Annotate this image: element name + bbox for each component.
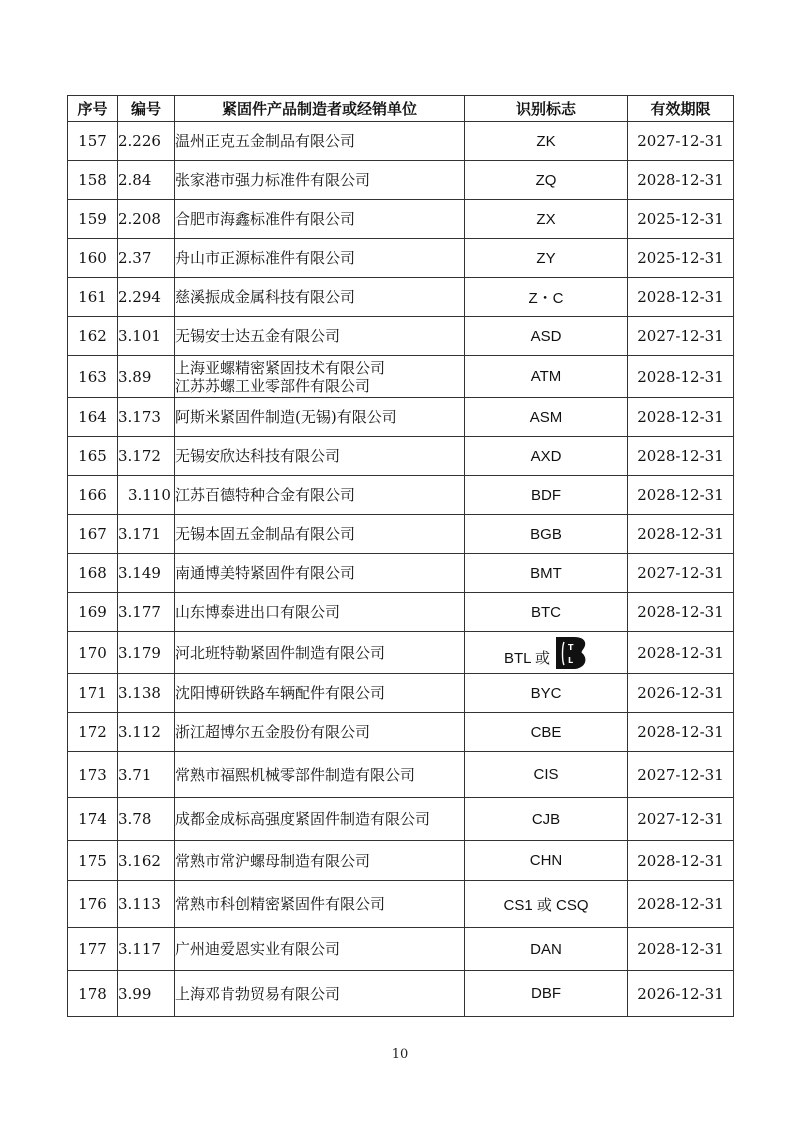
cell-mark: CIS (465, 752, 628, 798)
cell-valid: 2027-12-31 (628, 798, 734, 841)
unit-name: 广州迪爱恩实业有限公司 (175, 940, 341, 958)
cell-seq: 178 (68, 971, 118, 1017)
cell-mark: BYC (465, 674, 628, 713)
table-row (68, 200, 734, 239)
cell-valid: 2028-12-31 (628, 356, 734, 398)
cell-valid: 2027-12-31 (628, 122, 734, 161)
unit-name: 江苏百德特种合金有限公司 (175, 486, 356, 504)
cell-unit (175, 515, 465, 554)
unit-name: 山东博泰进出口有限公司 (175, 603, 341, 621)
header-code: 编号 (118, 96, 175, 122)
cell-code: 3.171 (118, 515, 175, 554)
cell-seq: 174 (68, 798, 118, 841)
svg-text:T: T (568, 642, 574, 652)
cell-mark: DBF (465, 971, 628, 1017)
cell-unit (175, 928, 465, 971)
page-number: 10 (391, 1047, 409, 1062)
cell-seq: 157 (68, 122, 118, 161)
cell-unit (175, 632, 465, 674)
cell-mark: ZX (465, 200, 628, 239)
cell-seq: 166 (68, 476, 118, 515)
cell-mark: ZQ (465, 161, 628, 200)
cell-mark: ZY (465, 239, 628, 278)
unit-name: 上海亚螺精密紧固技术有限公司 (175, 358, 386, 377)
cell-code: 3.172 (118, 437, 175, 476)
cell-valid: 2028-12-31 (628, 437, 734, 476)
unit-name: 舟山市正源标准件有限公司 (175, 249, 356, 267)
table-row (68, 437, 734, 476)
cell-valid: 2028-12-31 (628, 841, 734, 881)
unit-name: 成都金成标高强度紧固件制造有限公司 (175, 810, 431, 828)
cell-unit (175, 356, 465, 398)
header-row (68, 96, 734, 122)
cell-valid: 2026-12-31 (628, 971, 734, 1017)
cell-mark: ZK (465, 122, 628, 161)
table-row (68, 593, 734, 632)
cell-unit (175, 122, 465, 161)
unit-name: 浙江超博尔五金股份有限公司 (175, 723, 371, 741)
cell-code: 3.71 (118, 752, 175, 798)
cell-unit (175, 841, 465, 881)
table-row (68, 632, 734, 674)
table-row (68, 971, 734, 1017)
table-row (68, 798, 734, 841)
table-row (68, 881, 734, 928)
cell-mark: BDF (465, 476, 628, 515)
table-row (68, 356, 734, 398)
cell-mark: BTC (465, 593, 628, 632)
cell-mark: CHN (465, 841, 628, 881)
table-row (68, 239, 734, 278)
svg-text:L: L (568, 655, 574, 665)
cell-unit (175, 971, 465, 1017)
cell-code: 3.117 (118, 928, 175, 971)
cell-code: 2.208 (118, 200, 175, 239)
mark-with-logo (504, 636, 588, 670)
table-row (68, 713, 734, 752)
cell-code: 2.226 (118, 122, 175, 161)
cell-seq: 177 (68, 928, 118, 971)
cell-code: 3.162 (118, 841, 175, 881)
unit-name: 常熟市常沪螺母制造有限公司 (175, 851, 371, 870)
cell-mark: AXD (465, 437, 628, 476)
cell-mark: ASD (465, 317, 628, 356)
table-row (68, 161, 734, 200)
unit-name: 上海邓肯勃贸易有限公司 (175, 984, 341, 1003)
cell-code: 3.110 (118, 476, 175, 515)
cell-unit (175, 239, 465, 278)
cell-unit (175, 713, 465, 752)
cell-unit (175, 881, 465, 928)
cell-code: 3.179 (118, 632, 175, 674)
table-row (68, 122, 734, 161)
cell-valid: 2028-12-31 (628, 713, 734, 752)
unit-name: 江苏苏螺工业零部件有限公司 (175, 376, 371, 395)
registry-table (67, 95, 734, 1017)
table-row (68, 752, 734, 798)
cell-seq: 162 (68, 317, 118, 356)
cell-valid: 2027-12-31 (628, 752, 734, 798)
cell-seq: 173 (68, 752, 118, 798)
header-mark: 识别标志 (465, 96, 628, 122)
cell-valid: 2028-12-31 (628, 593, 734, 632)
table-row (68, 515, 734, 554)
cell-seq: 160 (68, 239, 118, 278)
cell-valid: 2028-12-31 (628, 398, 734, 437)
cell-code: 3.173 (118, 398, 175, 437)
cell-unit (175, 161, 465, 200)
cell-code: 3.113 (118, 881, 175, 928)
cell-seq: 165 (68, 437, 118, 476)
cell-valid: 2027-12-31 (628, 317, 734, 356)
cell-mark: DAN (465, 928, 628, 971)
unit-name: 慈溪振成金属科技有限公司 (175, 288, 356, 306)
table-row (68, 476, 734, 515)
cell-seq: 175 (68, 841, 118, 881)
cell-mark: CJB (465, 798, 628, 841)
cell-mark: CBE (465, 713, 628, 752)
cell-unit (175, 554, 465, 593)
cell-seq: 158 (68, 161, 118, 200)
cell-valid: 2025-12-31 (628, 239, 734, 278)
cell-code: 2.84 (118, 161, 175, 200)
cell-mark: BGB (465, 515, 628, 554)
cell-seq: 171 (68, 674, 118, 713)
table-row (68, 554, 734, 593)
btl-logo-icon (552, 636, 588, 670)
cell-valid: 2028-12-31 (628, 161, 734, 200)
cell-seq: 176 (68, 881, 118, 928)
table-row (68, 928, 734, 971)
cell-code: 3.78 (118, 798, 175, 841)
cell-unit (175, 278, 465, 317)
mark-text: BTL 或 (503, 649, 551, 667)
cell-code: 3.177 (118, 593, 175, 632)
header-seq: 序号 (68, 96, 118, 122)
cell-code: 3.138 (118, 674, 175, 713)
cell-seq: 161 (68, 278, 118, 317)
table-row (68, 841, 734, 881)
table-row (68, 674, 734, 713)
unit-name: 温州正克五金制品有限公司 (175, 132, 356, 150)
cell-code: 3.149 (118, 554, 175, 593)
cell-code: 3.99 (118, 971, 175, 1017)
unit-name: 阿斯米紧固件制造(无锡)有限公司 (175, 408, 397, 426)
cell-seq: 170 (68, 632, 118, 674)
header-valid: 有效期限 (628, 96, 734, 122)
cell-code: 2.37 (118, 239, 175, 278)
cell-mark: CS1 或 CSQ (465, 881, 628, 928)
cell-mark: BMT (465, 554, 628, 593)
table-row (68, 278, 734, 317)
cell-code: 3.89 (118, 356, 175, 398)
unit-name: 张家港市强力标准件有限公司 (175, 171, 371, 189)
cell-seq: 159 (68, 200, 118, 239)
cell-valid: 2028-12-31 (628, 476, 734, 515)
cell-unit (175, 752, 465, 798)
cell-unit (175, 476, 465, 515)
cell-valid: 2027-12-31 (628, 554, 734, 593)
header-unit: 紧固件产品制造者或经销单位 (175, 96, 465, 122)
unit-name: 常熟市福熙机械零部件制造有限公司 (175, 765, 416, 784)
cell-seq: 163 (68, 356, 118, 398)
cell-seq: 168 (68, 554, 118, 593)
cell-unit (175, 798, 465, 841)
cell-valid: 2028-12-31 (628, 278, 734, 317)
cell-unit (175, 437, 465, 476)
table-row (68, 317, 734, 356)
unit-name: 无锡本固五金制品有限公司 (175, 525, 356, 543)
cell-seq: 167 (68, 515, 118, 554)
cell-unit (175, 674, 465, 713)
cell-code: 3.101 (118, 317, 175, 356)
cell-mark: ASM (465, 398, 628, 437)
cell-mark: Z・C (465, 278, 628, 317)
cell-seq: 169 (68, 593, 118, 632)
unit-name: 南通博美特紧固件有限公司 (175, 564, 356, 582)
unit-name: 常熟市科创精密紧固件有限公司 (175, 895, 386, 913)
cell-valid: 2025-12-31 (628, 200, 734, 239)
cell-seq: 172 (68, 713, 118, 752)
cell-seq: 164 (68, 398, 118, 437)
cell-valid: 2028-12-31 (628, 928, 734, 971)
cell-code: 3.112 (118, 713, 175, 752)
cell-unit (175, 200, 465, 239)
unit-name: 无锡安士达五金有限公司 (175, 327, 341, 345)
cell-unit (175, 593, 465, 632)
cell-code: 2.294 (118, 278, 175, 317)
unit-name: 沈阳博研铁路车辆配件有限公司 (175, 684, 386, 702)
table-body (68, 122, 734, 1017)
cell-mark (465, 632, 628, 674)
unit-name: 合肥市海鑫标准件有限公司 (175, 210, 356, 228)
cell-mark: ATM (465, 356, 628, 398)
cell-valid: 2028-12-31 (628, 632, 734, 674)
table-row (68, 398, 734, 437)
unit-name: 无锡安欣达科技有限公司 (175, 447, 341, 465)
cell-valid: 2028-12-31 (628, 881, 734, 928)
unit-name: 河北班特勒紧固件制造有限公司 (175, 643, 386, 662)
cell-unit (175, 317, 465, 356)
cell-unit (175, 398, 465, 437)
cell-valid: 2026-12-31 (628, 674, 734, 713)
cell-valid: 2028-12-31 (628, 515, 734, 554)
